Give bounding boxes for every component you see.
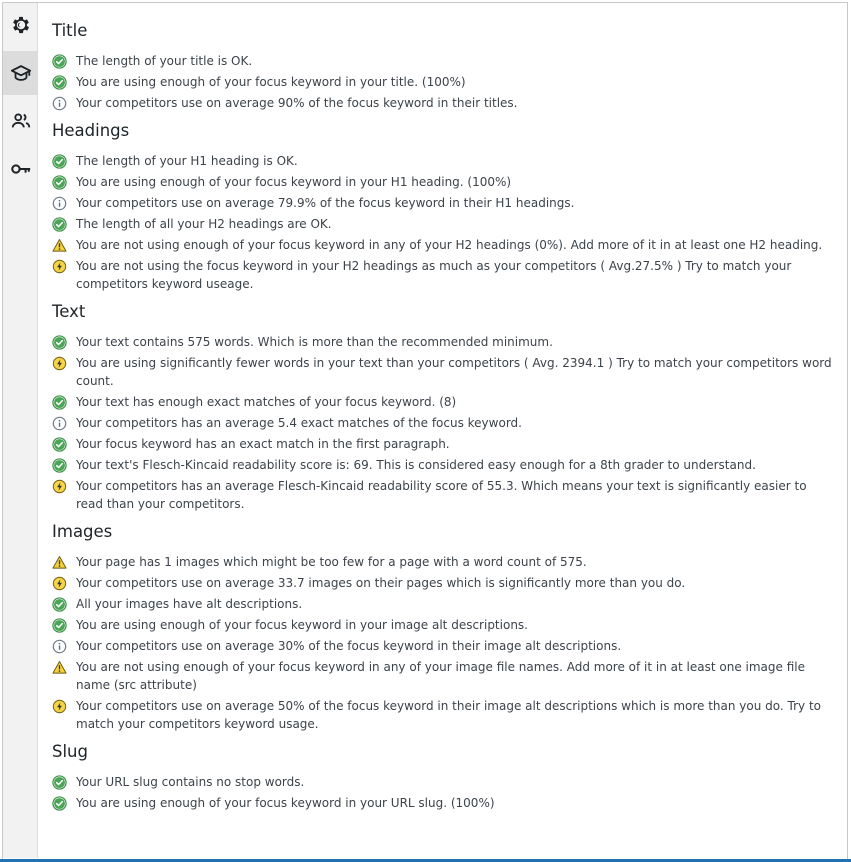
section-text <box>52 301 832 513</box>
check-item <box>52 794 832 812</box>
check-item-text: Your text has enough exact matches of your focus keyword. (8) <box>76 395 457 409</box>
check-circle-icon <box>52 395 67 410</box>
sidebar-item-keywords[interactable] <box>3 147 38 191</box>
lightning-circle-icon <box>52 699 67 714</box>
check-circle-icon <box>52 217 67 232</box>
check-circle-icon <box>52 54 67 69</box>
check-item <box>52 414 832 432</box>
check-item-text: The length of your H1 heading is OK. <box>76 154 298 168</box>
check-item-text: Your competitors has an average 5.4 exact matches of the focus keyword. <box>76 416 522 430</box>
check-item <box>52 574 832 592</box>
section-slug <box>52 741 832 812</box>
lightning-circle-icon <box>52 479 67 494</box>
check-circle-icon <box>52 597 67 612</box>
check-item <box>52 658 832 694</box>
check-item-text: You are not using enough of your focus keyword in any of your H2 headings (0%). Add more of it in at least one H2 heading. <box>76 238 823 252</box>
check-circle-icon <box>52 618 67 633</box>
check-circle-icon <box>52 335 67 350</box>
sidebar <box>3 3 38 858</box>
check-item-text: You are using enough of your focus keyword in your H1 heading. (100%) <box>76 175 512 189</box>
warning-triangle-icon <box>52 238 67 253</box>
check-item <box>52 215 832 233</box>
check-item <box>52 697 832 733</box>
lightning-circle-icon <box>52 259 67 274</box>
check-item <box>52 456 832 474</box>
section-heading: Text <box>52 302 86 321</box>
check-circle-icon <box>52 458 67 473</box>
lightning-circle-icon <box>52 576 67 591</box>
info-circle-icon <box>52 416 67 431</box>
check-circle-icon <box>52 775 67 790</box>
check-item <box>52 173 832 191</box>
info-circle-icon <box>52 639 67 654</box>
check-item <box>52 152 832 170</box>
check-item-text: You are not using enough of your focus keyword in any of your image file names. Add more of it in at least one image file name (src attribute) <box>76 660 805 692</box>
check-item <box>52 773 832 791</box>
section-heading: Slug <box>52 742 88 761</box>
check-item-text: You are using significantly fewer words in your text than your competitors ( Avg. 2394.1 ) Try to match your competitors word count. <box>76 356 832 388</box>
check-item-text: Your text's Flesch-Kincaid readability score is: 69. This is considered easy enough for a 8th grader to understand. <box>76 458 756 472</box>
key-icon <box>10 158 32 180</box>
check-circle-icon <box>52 175 67 190</box>
sidebar-item-competitors[interactable] <box>3 99 38 143</box>
check-item-text: You are using enough of your focus keyword in your image alt descriptions. <box>76 618 528 632</box>
section-headings <box>52 120 832 293</box>
check-item-text: Your competitors use on average 50% of the focus keyword in their image alt descriptions which is more than you do. Try to match your competitors keyword usage. <box>76 699 822 731</box>
check-list <box>52 773 832 812</box>
users-icon <box>10 110 32 132</box>
section-heading: Title <box>52 21 88 40</box>
sidebar-item-education[interactable] <box>3 51 38 95</box>
check-item <box>52 73 832 91</box>
check-item <box>52 52 832 70</box>
check-item <box>52 236 832 254</box>
info-circle-icon <box>52 196 67 211</box>
check-list <box>52 553 832 733</box>
check-item-text: Your focus keyword has an exact match in the first paragraph. <box>76 437 450 451</box>
check-item-text: Your competitors use on average 30% of the focus keyword in their image alt descriptions. <box>76 639 622 653</box>
check-item <box>52 616 832 634</box>
check-item-text: The length of all your H2 headings are OK. <box>76 217 332 231</box>
check-item-text: The length of your title is OK. <box>76 54 253 68</box>
warning-triangle-icon <box>52 555 67 570</box>
graduation-cap-icon <box>10 62 32 84</box>
check-list <box>52 152 832 293</box>
section-heading: Headings <box>52 121 130 140</box>
analysis-content <box>52 20 832 820</box>
sidebar-item-settings[interactable] <box>3 3 38 47</box>
check-item <box>52 477 832 513</box>
check-item <box>52 393 832 411</box>
check-item <box>52 553 832 571</box>
section-images <box>52 521 832 733</box>
check-item-text: Your page has 1 images which might be too few for a page with a word count of 575. <box>76 555 587 569</box>
check-item-text: You are not using the focus keyword in your H2 headings as much as your competitors ( Avg.27.5% ) Try to match your competitors keyword useage. <box>76 259 792 291</box>
check-circle-icon <box>52 796 67 811</box>
check-item-text: Your competitors has an average Flesch-Kincaid readability score of 55.3. Which means your text is significantly easier to read than your competitors. <box>76 479 807 511</box>
check-list <box>52 52 832 112</box>
section-title <box>52 20 832 112</box>
check-circle-icon <box>52 75 67 90</box>
check-item <box>52 435 832 453</box>
check-item-text: Your text contains 575 words. Which is more than the recommended minimum. <box>76 335 553 349</box>
check-circle-icon <box>52 437 67 452</box>
check-list <box>52 333 832 513</box>
section-heading: Images <box>52 522 113 541</box>
check-circle-icon <box>52 154 67 169</box>
check-item-text: Your competitors use on average 90% of the focus keyword in their titles. <box>76 96 518 110</box>
check-item <box>52 595 832 613</box>
check-item <box>52 194 832 212</box>
check-item <box>52 257 832 293</box>
check-item-text: All your images have alt descriptions. <box>76 597 303 611</box>
check-item-text: Your competitors use on average 33.7 images on their pages which is significantly more than you do. <box>76 576 686 590</box>
check-item <box>52 354 832 390</box>
check-item-text: You are using enough of your focus keyword in your URL slug. (100%) <box>76 796 495 810</box>
check-item <box>52 94 832 112</box>
check-item <box>52 333 832 351</box>
lightning-circle-icon <box>52 356 67 371</box>
check-item <box>52 637 832 655</box>
check-item-text: You are using enough of your focus keyword in your title. (100%) <box>76 75 466 89</box>
check-item-text: Your URL slug contains no stop words. <box>76 775 305 789</box>
warning-triangle-icon <box>52 660 67 675</box>
gear-icon <box>10 14 32 36</box>
check-item-text: Your competitors use on average 79.9% of the focus keyword in their H1 headings. <box>76 196 575 210</box>
info-circle-icon <box>52 96 67 111</box>
